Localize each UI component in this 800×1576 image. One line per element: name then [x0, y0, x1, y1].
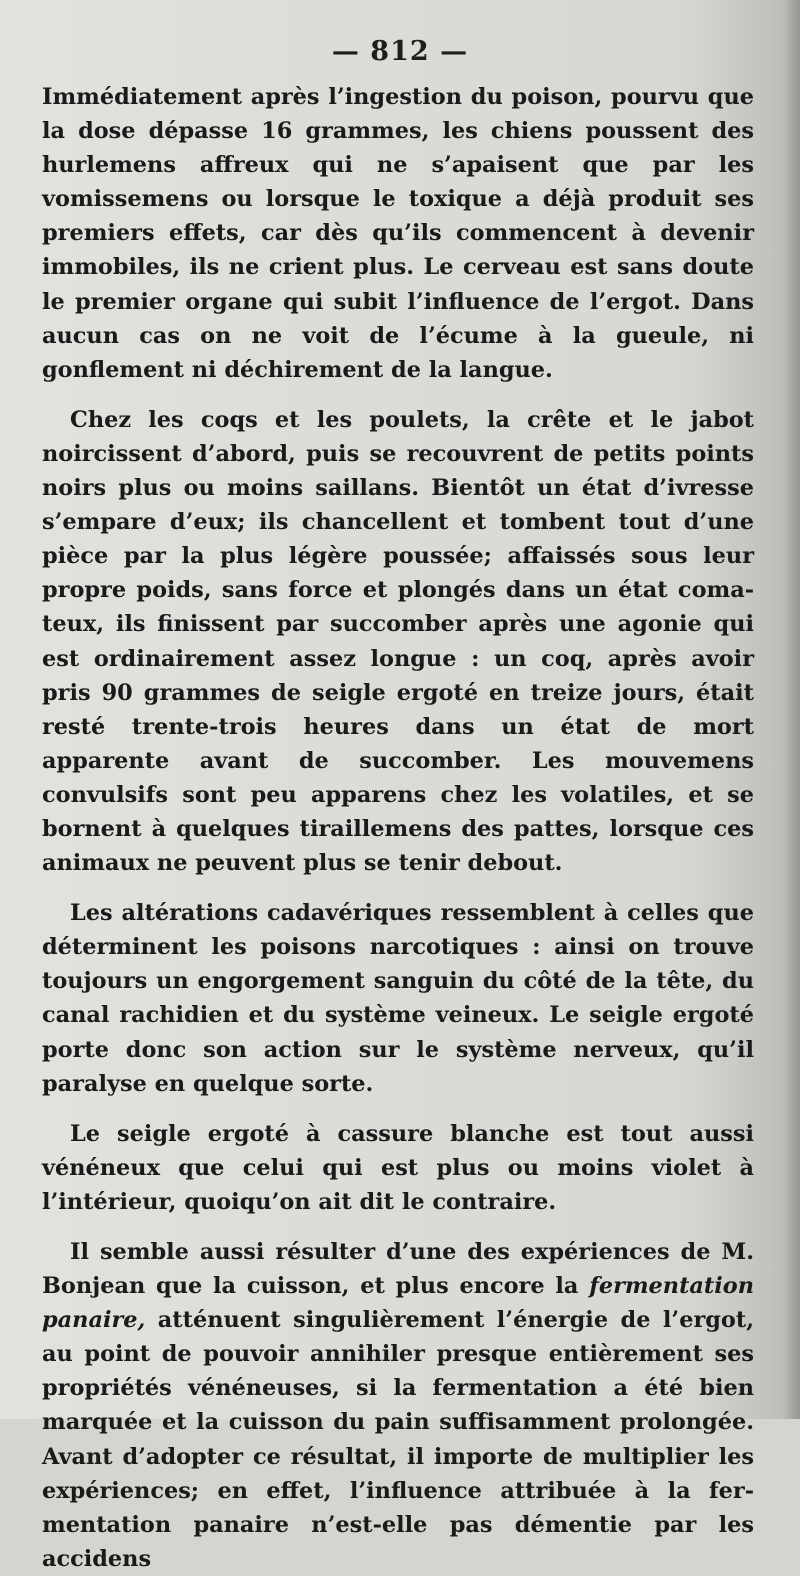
- paragraph-5: [42, 1235, 754, 1576]
- paragraph-1: Immédiatement après l’ingestion du poison, pourvu que la dose dépasse 16 grammes, les chiens poussent des hurlemens affreux qui ne s’apaisent que par les vomissemens ou lorsque le toxique a déjà produit ses premiers effets, car dès qu’ils commencent à devenir immobiles, ils ne crient plus. Le cerveau est sans doute le premier organe qui subit l’influence de l’ergot. Dans aucun cas on ne voit de l’écume à la gueule, ni gonflement ni déchirement de la langue.: [42, 84, 754, 383]
- emphasized-term: fermentation panaire,: [42, 1273, 754, 1334]
- body-text: [42, 80, 754, 1576]
- paragraph-2: Chez les coqs et les poulets, la crête et le jabot noircissent d’abord, puis se recouvrent de petits points noirs plus ou moins saillans. Bientôt un état d’ivresse s’empare d’eux; ils chancellent et tombent tout d’une pièce par la plus légère poussée; affaissés sous leur propre poids, sans force et plongés dans un état comateux, ils finissent par succomber après une agonie qui est ordinairement assez longue : un coq, après avoir pris 90 grammes de seigle ergoté en treize jours, était resté trente-trois heures dans un état de mort apparente avant de succomber. Les mouvemens convulsifs sont peu apparens chez les volatiles, et se bornent à quelques tiraillemens des pattes, lorsque ces animaux ne peuvent plus se tenir debout.: [42, 406, 754, 877]
- page-edge-shadow: [782, 0, 800, 1419]
- paragraph-4: Le seigle ergoté à cassure blanche est tout aussi vénéneux que celui qui est plus ou moins violet à l’intérieur, quoiqu’on ait dit le contraire.: [42, 1120, 754, 1215]
- paragraph-5-end: atténuent singulièrement l’énergie de l’ergot, au point de pouvoir annihiler presque entièrement ses propriétés vénéneuses, si la fermentation a été bien marquée et la cuisson du pain suffisamment prolongée. Avant d’adopter ce résultat, il importe de multiplier les expériences; en effet, l’influence attribuée à la fermentation panaire n’est-elle pas démentie par les accidens: [42, 1307, 754, 1572]
- paragraph-3: Les altérations cadavériques ressemblent à celles que déterminent les poisons narcotiques : ainsi on trouve toujours un engorgement sanguin du côté de la tête, du canal rachidien et du système veineux. Le seigle ergoté porte donc son action sur le système nerveux, qu’il paralyse en quelque sorte.: [42, 900, 754, 1097]
- page-number: — 812 —: [331, 36, 469, 67]
- paragraph-5-start: Il semble aussi résulter d’une des expériences de M. Bonjean que la cuisson, et plus encore la: [42, 1239, 754, 1300]
